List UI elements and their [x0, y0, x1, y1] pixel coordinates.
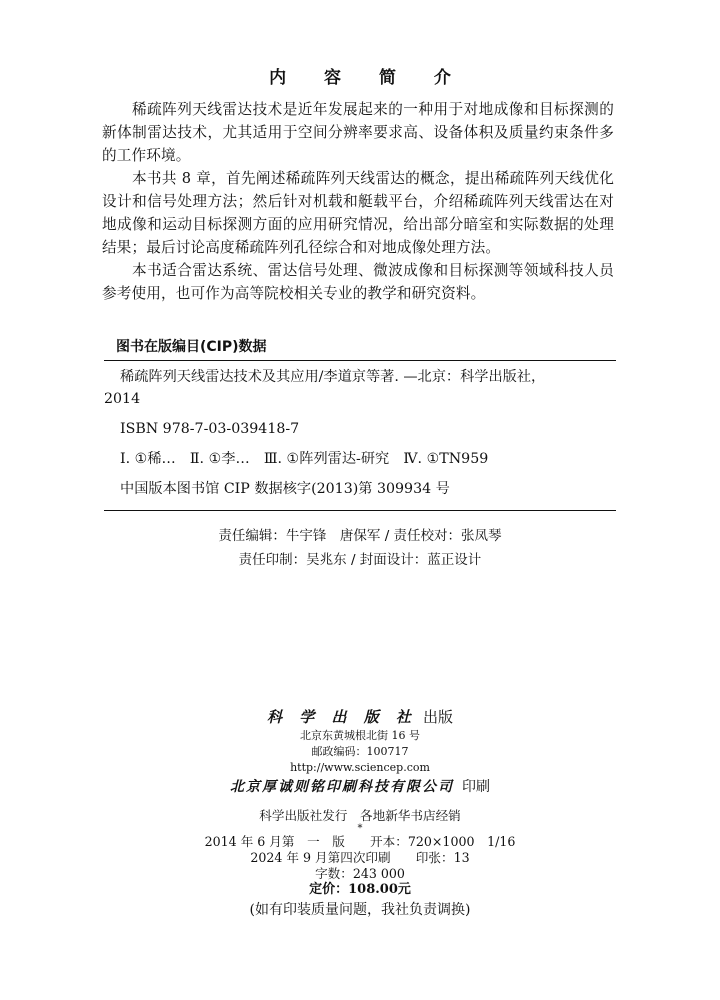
publisher-line	[0, 706, 720, 727]
content-summary	[102, 98, 614, 305]
cip-heading: 图书在版编目(CIP)数据	[116, 339, 267, 355]
summary-paragraph: 本书适合雷达系统、雷达信号处理、微波成像和目标探测等领域科技人员参考使用，也可作为高等院校相关专业的教学和研究资料。	[102, 262, 614, 302]
summary-paragraph: 稀疏阵列天线雷达技术是近年发展起来的一种用于对地成像和目标探测的新体制雷达技术，尤其适用于空间分辨率要求高、设备体积及质量约束条件多的工作环境。	[102, 101, 614, 164]
printer-line	[0, 776, 720, 796]
editor-credits	[0, 524, 720, 572]
quality-notice: (如有印装质量问题，我社负责调换)	[249, 902, 471, 918]
cip-bottom-rule	[104, 510, 616, 511]
separator-star: *	[357, 823, 363, 834]
page-title: 内 容 简 介	[269, 68, 467, 88]
distribution-line: 科学出版社发行 各地新华书店经销	[259, 808, 461, 823]
printer-name: 北京厚诚则铭印刷科技有限公司	[230, 779, 454, 795]
editor-line: 责任编辑：牛宇锋 唐保军 / 责任校对：张凤琴	[218, 528, 502, 544]
cip-year-line: 2014	[104, 391, 141, 407]
publisher-suffix: 出版	[422, 708, 453, 726]
cip-isbn: ISBN 978-7-03-039418-7	[120, 421, 300, 437]
price: 定价：108.00元	[309, 882, 411, 897]
publisher-website: http://www.sciencep.com	[290, 761, 430, 774]
publisher-postcode: 邮政编码：100717	[311, 745, 409, 758]
publisher-name: 科 学 出 版 社	[267, 708, 417, 726]
production-line: 责任印制：吴兆东 / 封面设计：蓝正设计	[238, 552, 482, 568]
edition-line: 2014 年 6 月第 一 版 开本：720×1000 1/16	[204, 834, 516, 849]
summary-paragraph: 本书共 8 章，首先阐述稀疏阵列天线雷达的概念，提出稀疏阵列天线优化设计和信号处理方法；然后针对机载和艇载平台，介绍稀疏阵列天线雷达在对地成像和运动目标探测方面的应用研究情况，给出部分暗室和实际数据的处理结果；最后讨论高度稀疏阵列孔径综合和对地成像处理方法。	[102, 170, 614, 256]
word-count: 字数：243 000	[315, 866, 405, 881]
printing-line: 2024 年 9 月第四次印刷 印张：13	[250, 850, 470, 865]
cip-title-line: 稀疏阵列天线雷达技术及其应用/李道京等著. —北京：科学出版社，	[120, 369, 546, 385]
printer-suffix: 印刷	[462, 779, 490, 795]
colophon	[0, 808, 720, 921]
cip-top-rule	[104, 360, 616, 361]
cip-number: 中国版本图书馆 CIP 数据核字(2013)第 309934 号	[120, 481, 450, 497]
cip-classification: Ⅰ. ①稀… Ⅱ. ①李… Ⅲ. ①阵列雷达-研究 Ⅳ. ①TN959	[120, 451, 489, 467]
publisher-address: 北京东黄城根北街 16 号	[300, 729, 420, 742]
cip-data	[104, 366, 616, 500]
